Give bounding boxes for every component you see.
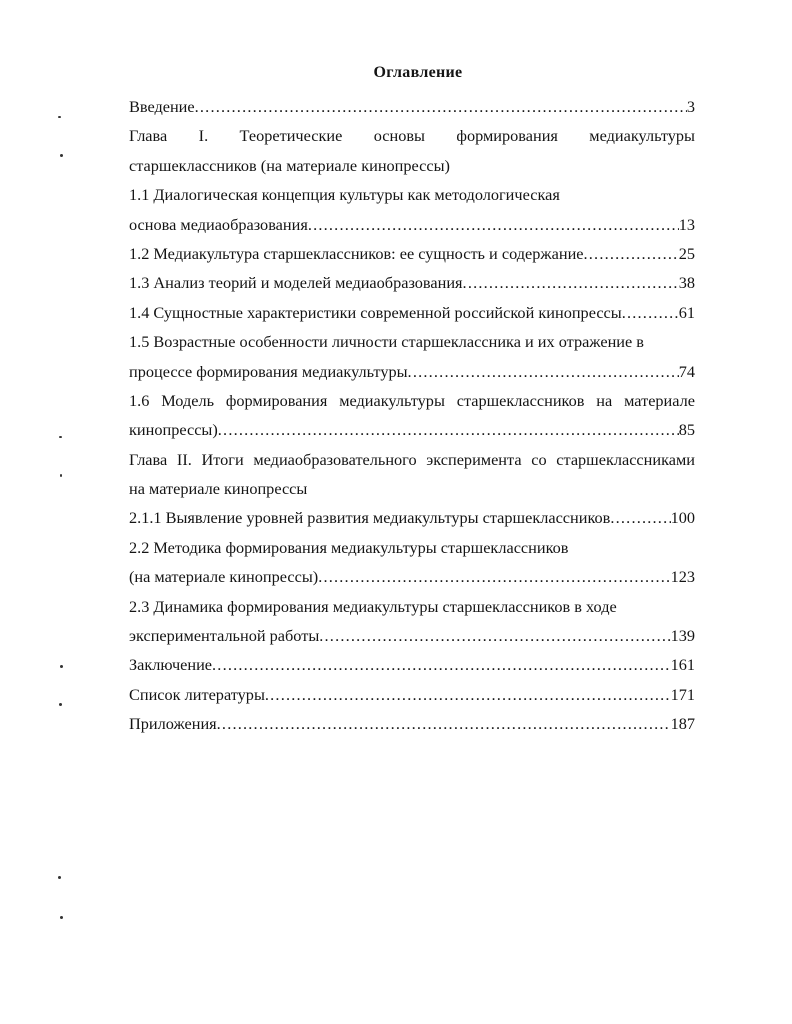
toc-entry-text: 1.5 Возрастные особенности личности старшеклассника и их отражение в — [129, 332, 644, 352]
dot-leader — [217, 709, 671, 738]
dot-leader — [584, 239, 679, 268]
toc-page-number: 3 — [686, 97, 695, 116]
toc-entry-text: на материале кинопрессы — [129, 479, 308, 499]
toc-line — [129, 92, 695, 121]
toc-line — [129, 680, 695, 709]
toc-line — [129, 239, 695, 268]
dot-leader — [195, 92, 687, 121]
toc-entry-text: Глава II. Итоги медиаобразовательного эксперимента со старшеклассниками — [129, 449, 695, 469]
dot-leader — [622, 298, 679, 327]
toc-page-number: 25 — [678, 243, 695, 263]
toc-line — [129, 415, 695, 444]
toc-entry-text: 1.1 Диалогическая концепция культуры как методологическая — [129, 185, 560, 205]
toc-entry-text: экспериментальной работы — [129, 626, 320, 646]
dot-leader — [319, 621, 670, 650]
dot-leader — [218, 415, 679, 444]
toc-entry-text: 1.2 Медиакультура старшеклассников: ее сущность и содержание — [129, 243, 584, 263]
toc-line — [129, 650, 695, 679]
dot-leader — [408, 357, 679, 386]
toc-page-number: 139 — [670, 626, 695, 646]
toc-page-number: 74 — [678, 361, 695, 381]
page-title: Оглавление — [373, 64, 463, 81]
toc-entry-text: Глава I. Теоретические основы формирования медиакультуры — [129, 126, 695, 146]
toc-entry-text: (на материале кинопрессы) — [129, 567, 319, 587]
toc-line — [129, 503, 695, 532]
dot-leader — [463, 268, 679, 297]
toc-entry-text: основа медиаобразования — [129, 214, 308, 234]
toc-entry-text: кинопрессы) — [129, 420, 218, 440]
toc-page-number: 38 — [678, 273, 695, 293]
toc-line — [129, 562, 695, 591]
toc-line — [129, 709, 695, 738]
dot-leader — [212, 650, 671, 679]
toc-page-number: 171 — [670, 684, 695, 704]
table-of-contents — [129, 92, 695, 739]
toc-entry-text: 2.3 Динамика формирования медиакультуры старшеклассников в ходе — [129, 596, 617, 616]
toc-line — [129, 357, 695, 386]
toc-page-number: 61 — [678, 302, 695, 322]
toc-page-number: 161 — [670, 655, 695, 675]
toc-page-number: 123 — [670, 567, 695, 587]
toc-entry-text: процессе формирования медиакультуры — [129, 361, 408, 381]
toc-page-number: 85 — [678, 420, 695, 440]
toc-entry-text: 1.6 Модель формирования медиакультуры старшеклассников на материале — [129, 390, 695, 410]
toc-page-number: 187 — [670, 714, 695, 734]
toc-entry-text: 2.2 Методика формирования медиакультуры старшеклассников — [129, 537, 569, 557]
toc-line — [129, 268, 695, 297]
toc-line — [129, 621, 695, 650]
toc-line — [129, 298, 695, 327]
dot-leader — [265, 680, 671, 709]
toc-entry-text: Список литературы — [129, 684, 265, 704]
dot-leader — [308, 210, 679, 239]
dot-leader — [318, 562, 670, 591]
toc-entry-text: старшеклассников (на материале кинопрессы) — [129, 155, 450, 175]
toc-entry-text: Приложения — [129, 714, 217, 734]
toc-entry-text: 1.4 Сущностные характеристики современной российской кинопрессы — [129, 302, 622, 322]
toc-entry-text: Введение — [129, 97, 195, 116]
toc-entry-text: 2.1.1 Выявление уровней развития медиакультуры старшеклассников — [129, 508, 611, 528]
toc-entry-text: Заключение — [129, 655, 213, 675]
toc-entry-text: 1.3 Анализ теорий и моделей медиаобразования — [129, 273, 463, 293]
toc-line — [129, 210, 695, 239]
toc-page-number: 13 — [678, 214, 695, 234]
toc-page-number: 100 — [670, 508, 695, 528]
dot-leader — [610, 503, 670, 532]
